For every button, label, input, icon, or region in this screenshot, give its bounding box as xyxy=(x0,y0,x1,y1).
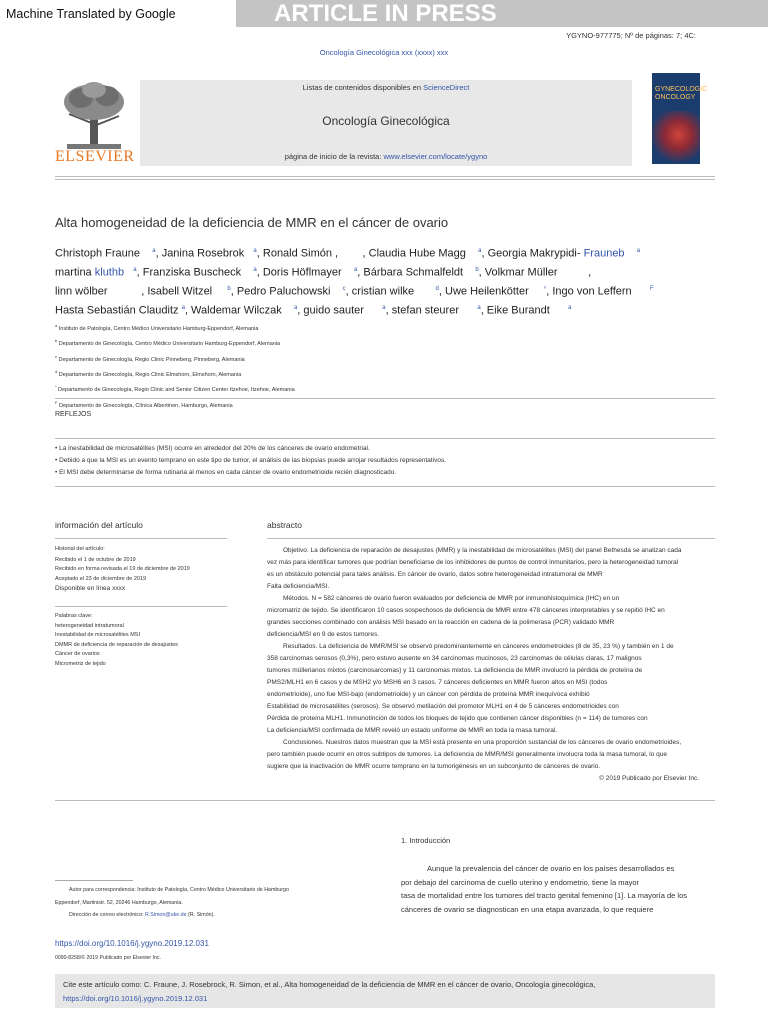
abstract-line: endometrioide), uno fue MSI-bajo (endometrioide) y un cáncer con pérdida de proteína MMR inequívoca exhibió xyxy=(267,691,590,698)
author-name: , Franziska Buscheck xyxy=(136,266,242,279)
footnote-email-prefix: Dirección de correo electrónico: xyxy=(69,912,145,918)
elsevier-wordmark: ELSEVIER xyxy=(55,148,135,165)
abstract-divider xyxy=(267,538,715,539)
author-name: , Georgia Makrypidi- xyxy=(481,247,581,260)
author-name: , Doris Höflmayer xyxy=(256,266,342,279)
affiliation-mark: d xyxy=(55,368,58,374)
article-history xyxy=(55,545,235,594)
affiliation-text: Departamento de Ginecología, Clínica Albertinen, Hamburgo, Alemania xyxy=(58,402,233,409)
affiliation-text: Instituto de Patología, Centro Médico Universitario Hamburg-Eppendorf, Alemania xyxy=(58,325,259,332)
footnote-email-suffix: (R. Simón). xyxy=(186,912,215,918)
history-available: Disponible en línea xxxx xyxy=(55,585,126,593)
abstract-copyright: © 2019 Publicado por Elsevier Inc. xyxy=(599,775,699,782)
affiliation-text: Departamento de Ginecología, Regio Clinic Pinneberg, Pinneberg, Alemania xyxy=(58,356,245,363)
author-name: linn wölber xyxy=(55,285,108,298)
cover-title-line-2: ONCOLOGY xyxy=(655,94,696,101)
homepage-prefix: página de inicio de la revista: xyxy=(284,152,384,161)
abstract-line: Objetivo. La deficiencia de reparación de desajustes (MMR) y la inestabilidad de microsatélites (MSI) del panel Bethesda se analizan cada xyxy=(283,547,682,554)
author-name: , xyxy=(588,266,592,279)
citation-doi-link[interactable]: https://doi.org/10.1016/j.ygyno.2019.12.031 xyxy=(63,994,208,1003)
author-name: , Volkmar Müller xyxy=(478,266,558,279)
article-in-press-banner xyxy=(236,0,768,27)
affiliation-mark[interactable]: a xyxy=(636,248,641,254)
introduction-body xyxy=(401,862,715,916)
affiliation-item xyxy=(55,381,295,396)
tree-icon xyxy=(55,80,133,150)
document-id: YGYNO-977775; Nº de páginas: 7; 4C: xyxy=(566,31,696,40)
author-name: , Claudia Hube Magg xyxy=(362,247,466,260)
footnote-divider xyxy=(55,880,133,881)
doi-link[interactable]: https://doi.org/10.1016/j.ygyno.2019.12.031 xyxy=(55,939,209,948)
affiliation-mark[interactable]: F xyxy=(650,286,654,293)
affiliation-mark[interactable]: a xyxy=(478,248,482,254)
author-name: , guido sauter xyxy=(297,305,364,318)
affiliations-divider xyxy=(55,398,715,399)
abstract-line: tumores müllerianos mixtos (carcinosarcomas) y 11 carcinomas mixtos. La deficiencia de MMR involucró la pérdida de proteína de xyxy=(267,667,643,674)
cover-title xyxy=(655,86,707,102)
affiliation-mark[interactable]: ⁿ xyxy=(544,286,547,293)
correspondence-footnote xyxy=(55,884,355,922)
footnote-address: Eppendorf, Martinistr. 52, 20246 Hamburgo, Alemania. xyxy=(55,899,183,906)
article-info-divider xyxy=(55,538,227,539)
affiliation-mark: a xyxy=(55,323,58,328)
sciencedirect-link[interactable]: ScienceDirect xyxy=(423,83,470,92)
citation-box xyxy=(55,974,715,1008)
keywords-divider xyxy=(55,606,227,607)
abstract-line: La deficiencia/MSI confirmada de MMR reveló un estado uniforme de MMR en toda la masa tumoral. xyxy=(267,727,558,734)
author-name: , Pedro Paluchowski xyxy=(230,285,331,298)
highlight-item: • La inestabilidad de microsatélites (MSI) ocurre en alrededor del 20% de los cánceres de ovario endometrial. xyxy=(55,445,370,452)
keyword-item: Cáncer de ovarios xyxy=(55,651,100,657)
keyword-item: Micrometriz de tejido xyxy=(55,660,106,667)
author-name: , Ronald Simón , xyxy=(256,247,339,260)
abstract-body xyxy=(267,545,715,785)
journal-homepage-line xyxy=(140,152,632,161)
affiliation-mark[interactable]: a xyxy=(133,267,137,274)
affiliation-text: Departamento de Ginecología, Regio Clinic and Senior Citizen Center Itzehoe, Itzehoe, Alemania xyxy=(58,387,295,394)
affiliation-mark[interactable]: a xyxy=(353,267,358,274)
keyword-item: heterogeneidad intratumoral xyxy=(55,622,124,629)
author-name: Hasta Sebastián Clauditz xyxy=(55,305,179,318)
intro-line: Aunque la prevalencia del cáncer de ovario en los países desarrollados es xyxy=(427,864,675,873)
affiliation-mark[interactable]: a xyxy=(253,248,257,254)
affiliation-mark[interactable]: c xyxy=(342,286,346,293)
abstract-line: pero también puede ocurrir en otros subtipos de tumores. La deficiencia de MMR/MSI generalmente involucra toda la masa tumoral, lo que xyxy=(267,751,667,758)
author-name: , Isabell Witzel xyxy=(141,285,213,298)
affiliation-mark[interactable]: b xyxy=(227,286,231,293)
keywords-label: Palabras clave: xyxy=(55,613,93,619)
issn-line: 0090-8258/© 2019 Publicado por Elsevier Inc. xyxy=(55,955,161,961)
abstract-line: grandes secciones combinado con análisis MSI basado en la reacción en cadena de la polimerasa (PCR) validado MMR xyxy=(267,619,615,626)
affiliation-text: Departamento de Ginecología, Regio Clinic Elmshorn, Elmshorn, Alemania xyxy=(58,371,242,378)
intro-line: por debajo del carcinoma de cuello uterino y endometrio, tiene la mayor xyxy=(401,877,640,887)
author-list xyxy=(55,243,725,320)
abstract-bottom-divider xyxy=(55,800,715,801)
affiliation-mark: ⁿ xyxy=(55,384,57,390)
author-name: , Ingo von Leffern xyxy=(546,285,632,298)
keyword-item: DMMR de deficiencia de reparación de desajustes xyxy=(55,641,178,648)
article-in-press-label: ARTICLE IN PRESS xyxy=(274,0,497,27)
abstract-line: Falta deficiencia/MSI. xyxy=(267,583,330,590)
affiliation-mark[interactable]: a xyxy=(477,305,481,312)
elsevier-logo xyxy=(55,80,133,166)
affiliation-item xyxy=(55,320,295,335)
highlights-list xyxy=(55,443,446,478)
contents-prefix: Listas de contenidos disponibles en xyxy=(302,83,424,92)
author-line-3 xyxy=(55,281,725,300)
abstract-line: Pérdida de proteína MLH1. Inmunotinción de todos los bloques de tejido que contienen cáncer disponibles (n = 114) de tumores con xyxy=(267,715,648,722)
abstract-line: sugiere que la inactivación de MMR ocurre temprano en la tumorigénesis en un subconjunto de cánceres de ovario. xyxy=(267,763,601,770)
affiliation-mark[interactable]: a xyxy=(253,267,257,274)
author-name: Christoph Fraune xyxy=(55,247,140,260)
history-revised: Recibido en forma revisada el 19 de diciembre de 2019 xyxy=(55,566,190,573)
journal-homepage-link[interactable]: www.elsevier.com/locate/ygyno xyxy=(383,152,488,161)
keyword-item: Inestabilidad de microsatélites MSI xyxy=(55,632,140,638)
history-received: Recibido el 1 de octubre de 2019 xyxy=(55,556,136,563)
abstract-line: vez más para identificar tumores que podrían beneficiarse de los inhibidores de puntos de control inmunitarios, pero la heterogeneidad tumoral xyxy=(267,559,679,566)
affiliation-text: Departamento de Ginecología, Centro Médico Universitario Hamburg-Eppendorf, Alemania xyxy=(58,341,281,348)
author-name: , cristian wilke xyxy=(345,285,415,298)
affiliation-mark[interactable]: a xyxy=(382,305,386,312)
abstract-line: Conclusiones. Nuestros datos muestran que la MSI está presente en una proporción sustancial de los cánceres de ovario endometrioides, xyxy=(283,739,682,746)
journal-cover-image xyxy=(652,73,708,164)
author-line-4 xyxy=(55,300,725,319)
history-label: Historial del artículo: xyxy=(55,546,105,552)
contents-line xyxy=(140,83,632,92)
affiliation-item xyxy=(55,366,295,381)
cover-title-line-1: GYNECOLOGIC xyxy=(655,86,708,93)
abstract-line: es un obstáculo potencial para tales análisis. En cáncer de ovario, datos sobre heterogeneidad intratumoral de MMR xyxy=(267,571,603,578)
author-link[interactable]: Frauneb xyxy=(583,247,625,260)
footnote-corr: Autor para correspondencia: Instituto de Patología, Centro Médico Universitario de Hamburgo xyxy=(69,887,289,893)
highlight-item: • Debido a que la MSI es un evento temprano en este tipo de tumor, el análisis de las biopsias puede arrojar resultados representativos. xyxy=(55,456,447,464)
abstract-line: deficiencia/MSI en 9 de estos tumores. xyxy=(267,631,380,638)
author-link[interactable]: kluthb xyxy=(94,266,125,279)
abstract-line: 358 carcinomas serosos (0,3%), pero estuvo ausente en 34 carcinomas mucinosos, 23 carcinomas de células claras, 17 malignos xyxy=(267,655,642,662)
cover-art xyxy=(652,111,700,164)
footnote-email-line xyxy=(55,909,355,922)
highlight-item: • El MSI debe determinarse de forma rutinaria al menos en cada cáncer de ovario endometrioide recién diagnosticado. xyxy=(55,468,397,476)
intro-line: tasa de mortalidad entre los tumores del tracto genital femenino [1]. La mayoría de los xyxy=(401,891,687,900)
affiliation-mark[interactable]: a xyxy=(152,248,156,254)
machine-translated-label: Machine Translated by Google xyxy=(6,7,176,21)
abstract-line: Métodos. N = 582 cánceres de ovario fueron evaluados por deficiencia de MMR por inmunohistoquímica (IHC) en un xyxy=(283,595,620,602)
highlights-divider xyxy=(55,438,715,439)
highlights-heading: REFLEJOS xyxy=(55,411,92,418)
abstract-line: micromatriz de tejido. Se identificaron 10 casos sospechosos de deficiencia de MMR entre 478 cánceres interpretables y se repitió IHC en xyxy=(267,607,665,614)
history-accepted: Aceptado el 23 de diciembre de 2019 xyxy=(55,575,147,582)
intro-line: cánceres de ovario se diagnostican en una etapa avanzada, lo que requiere xyxy=(401,904,654,914)
abstract-heading: abstracto xyxy=(267,520,302,530)
affiliation-mark[interactable]: a xyxy=(568,305,572,312)
author-line-1 xyxy=(55,243,725,262)
affiliation-mark[interactable]: a xyxy=(181,305,185,312)
affiliation-item xyxy=(55,335,295,350)
author-name: martina xyxy=(55,266,95,279)
affiliation-mark: b xyxy=(55,338,58,344)
affiliation-item xyxy=(55,351,295,366)
journal-title: Oncología Ginecológica xyxy=(322,114,450,128)
author-name: , Bárbara Schmalfeldt xyxy=(357,266,464,279)
author-name: , Janina Rosebrok xyxy=(155,247,245,260)
affiliation-mark: c xyxy=(55,353,57,359)
journal-header xyxy=(140,80,632,166)
abstract-line: Estabilidad de microsatélites (serosos). Se observó metilación del promotor MLH1 en 4 de 5 cánceres endometrioides con xyxy=(267,703,619,710)
affiliation-mark: F xyxy=(55,399,58,405)
keywords xyxy=(55,612,235,669)
top-banner xyxy=(0,0,768,27)
email-link[interactable]: R.Simon@uke.de xyxy=(144,912,187,918)
introduction-heading: 1. Introducción xyxy=(401,836,451,845)
header-divider xyxy=(55,176,715,177)
highlights-bottom-divider xyxy=(55,486,715,487)
abstract-line: PMS2/MLH1 en 6 casos y de MSH2 y/o MSH6 en 3 casos. 7 cánceres deficientes en MMR fueron altos en MSI (todos xyxy=(267,679,608,686)
article-info-heading: información del artículo xyxy=(55,520,143,530)
article-title: Alta homogeneidad de la deficiencia de MMR en el cáncer de ovario xyxy=(55,215,449,230)
author-name: , Uwe Heilenkötter xyxy=(438,285,529,298)
author-line-2 xyxy=(55,262,725,281)
header-divider-2 xyxy=(55,179,715,180)
citation-text: Cite este artículo como: C. Fraune, J. Rosebrock, R. Simon, et al., Alta homogeneidad de la deficiencia de MMR en el cáncer de ovario, Oncología ginecológica, xyxy=(63,980,596,989)
author-name: , Eike Burandt xyxy=(480,305,550,318)
affiliation-mark[interactable]: a xyxy=(293,305,298,312)
author-name: , stefan steurer xyxy=(385,305,459,318)
affiliation-mark[interactable]: b xyxy=(475,267,479,274)
abstract-line: Resultados. La deficiencia de MMR/MSI se observó predominantemente en cánceres endometroides (8 de 35, 23 %) y también en 1 de xyxy=(283,643,674,650)
author-name: , Waldemar Wilczak xyxy=(184,305,282,318)
journal-citation-link[interactable]: Oncología Ginecológica xxx (xxxx) xxx xyxy=(319,48,449,57)
affiliation-mark[interactable]: d xyxy=(435,286,439,293)
